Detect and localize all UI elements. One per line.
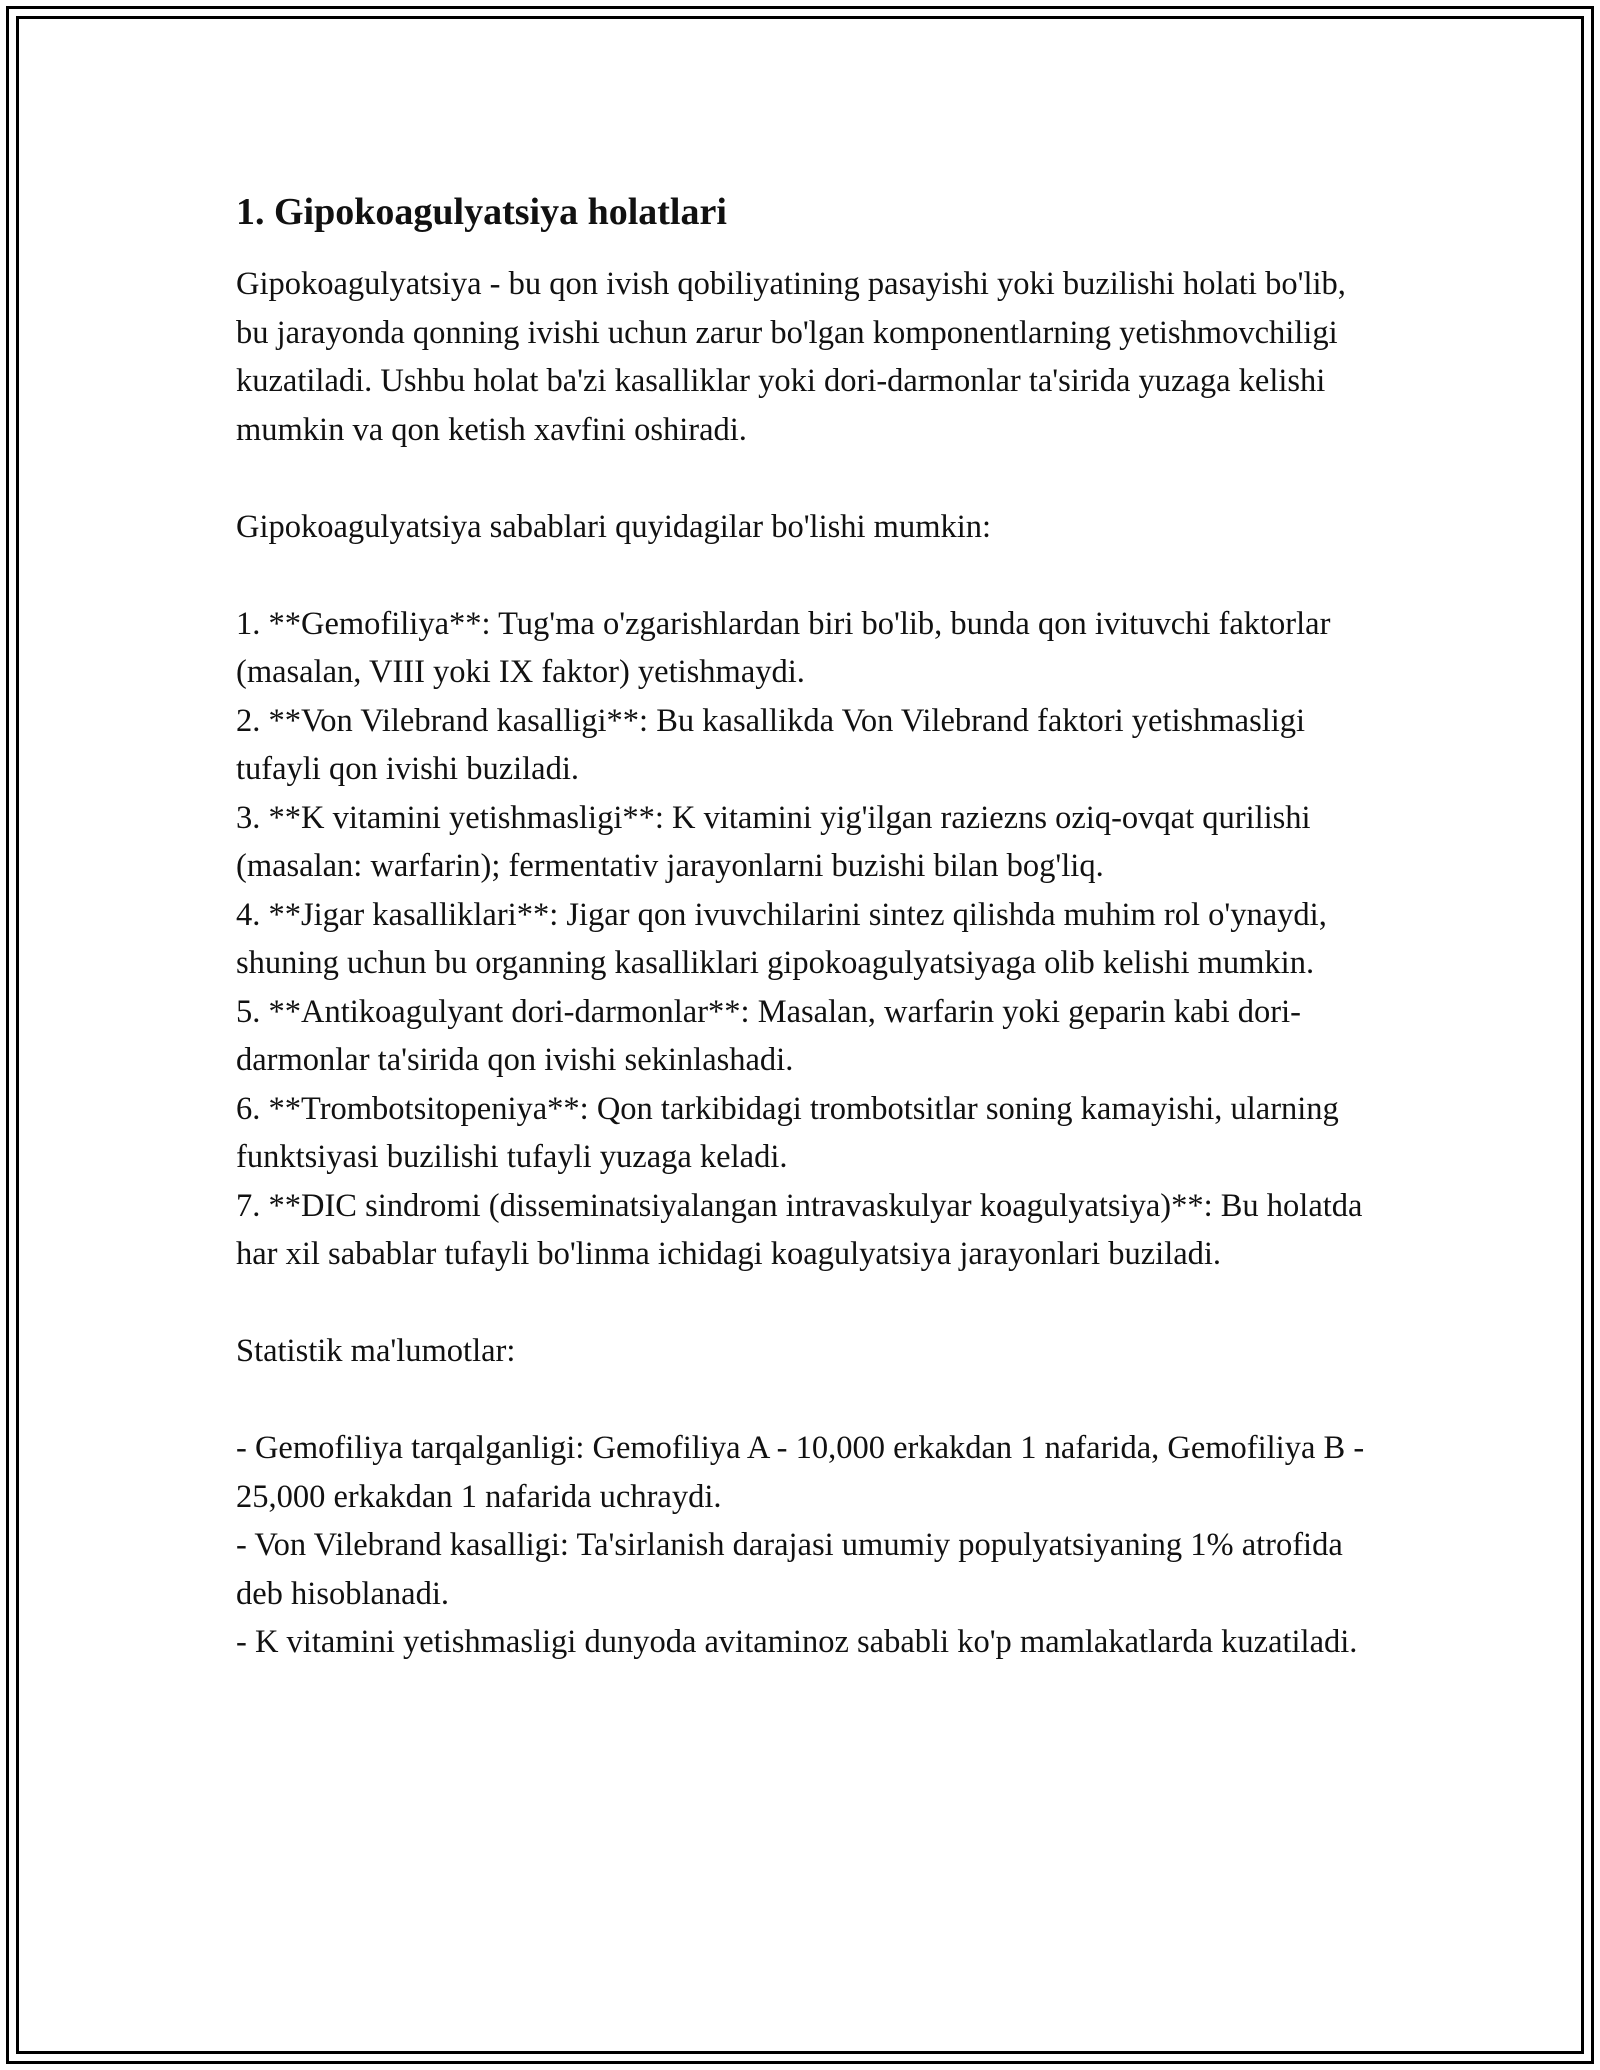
spacer <box>236 1376 1376 1425</box>
cause-item: 4. **Jigar kasalliklari**: Jigar qon ivuvchilarini sintez qilishda muhim rol o'ynaydi, shuning uchun bu organning kasalliklari gipokoagulyatsiyaga olib kelishi mumkin. <box>236 896 1327 981</box>
stats-item: - Von Vilebrand kasalligi: Ta'sirlanish darajasi umumiy populyatsiyaning 1% atrofida deb hisoblanadi. <box>236 1527 1343 1612</box>
cause-item: 5. **Antikoagulyant dori-darmonlar**: Masalan, warfarin yoki geparin kabi dori-darmonlar ta'sirida qon ivishi sekinlashadi. <box>236 993 1301 1078</box>
causes-heading: Gipokoagulyatsiya sabablari quyidagilar bo'lishi mumkin: <box>236 508 992 545</box>
spacer <box>236 454 1376 503</box>
cause-item: 7. **DIC sindromi (disseminatsiyalangan intravaskulyar koagulyatsiya)**: Bu holatda har xil sabablar tufayli bo'linma ichidagi koagulyatsiya jarayonlari buziladi. <box>236 1187 1363 1272</box>
cause-item: 6. **Trombotsitopeniya**: Qon tarkibidagi trombotsitlar soning kamayishi, ularning funktsiyasi buzilishi tufayli yuzaga keladi. <box>236 1090 1339 1175</box>
stats-heading: Statistik ma'lumotlar: <box>236 1333 516 1369</box>
spacer <box>236 1279 1376 1328</box>
cause-item: 1. **Gemofiliya**: Tug'ma o'zgarishlardan biri bo'lib, bunda qon ivituvchi faktorlar (masalan, VIII yoki IX faktor) yetishmaydi. <box>236 605 1331 690</box>
stats-item: - K vitamini yetishmasligi dunyoda avitaminoz sababli ko'p mamlakatlarda kuzatiladi. <box>236 1624 1358 1660</box>
intro-paragraph: Gipokoagulyatsiya - bu qon ivish qobiliyatining pasayishi yoki buzilishi holati bo'lib, bu jarayonda qonning ivishi uchun zarur bo'lgan komponentlarning yetishmovchiligi kuzatiladi. Ushbu holat ba'zi kasalliklar yoki dori-darmonlar ta'sirida yuzaga kelishi mumkin va qon ketish xavfini oshiradi. <box>236 266 1346 448</box>
stats-item: - Gemofiliya tarqalganligi: Gemofiliya A - 10,000 erkakdan 1 nafarida, Gemofiliya B - 25,000 erkakdan 1 nafarida uchraydi. <box>236 1430 1365 1515</box>
cause-item: 3. **K vitamini yetishmasligi**: K vitamini yig'ilgan raziezns oziq-ovqat qurilishi (masalan: warfarin); fermentativ jarayonlarni buzishi bilan bog'liq. <box>236 799 1311 884</box>
document-body <box>236 186 1376 1667</box>
section-title: 1. Gipokoagulyatsiya holatlari <box>236 191 727 233</box>
cause-item: 2. **Von Vilebrand kasalligi**: Bu kasallikda Von Vilebrand faktori yetishmasligi tufayli qon ivishi buziladi. <box>236 702 1306 787</box>
spacer <box>236 551 1376 600</box>
